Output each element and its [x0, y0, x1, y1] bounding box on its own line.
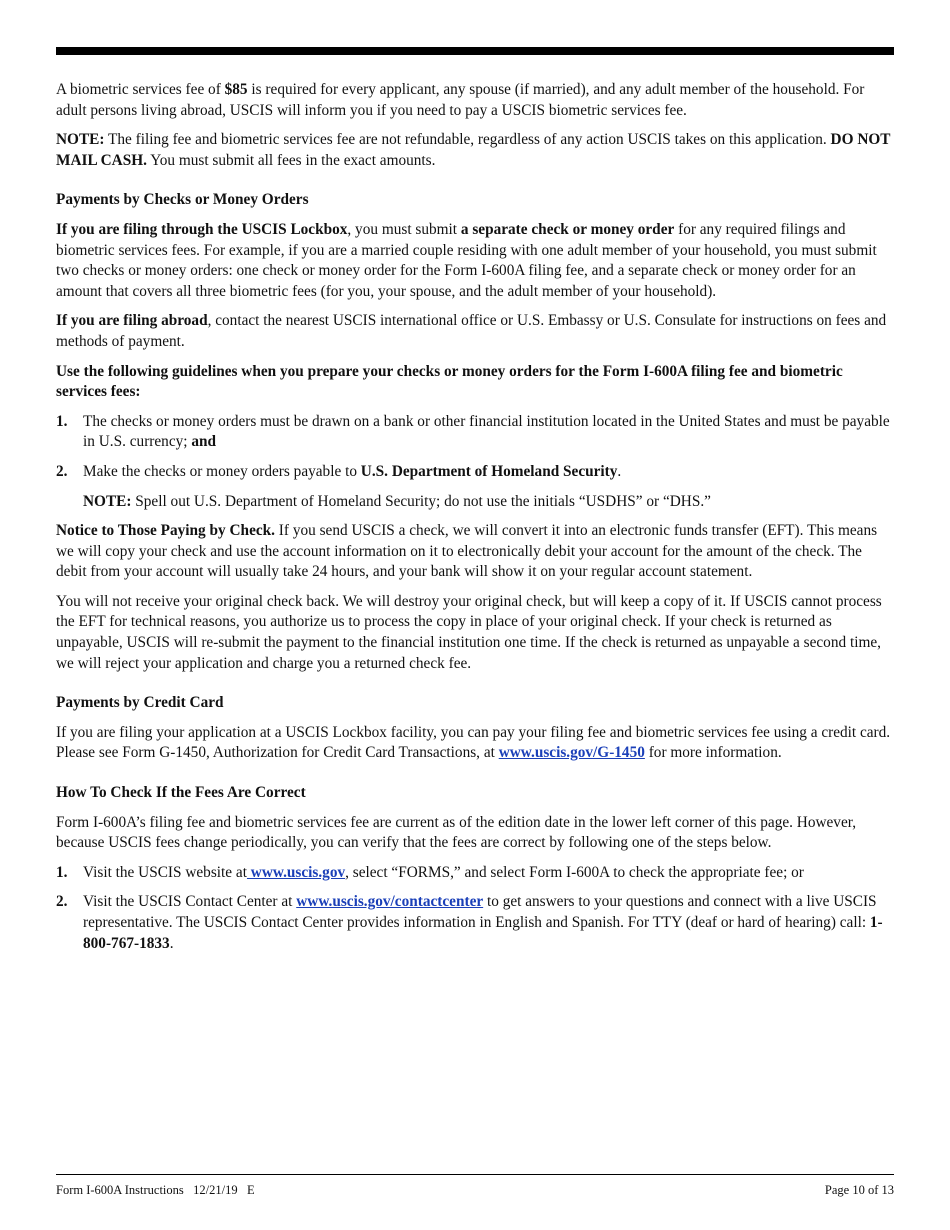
list-number: 2. [56, 893, 68, 911]
tty-phone-number: 1-800-767-1833 [83, 914, 883, 952]
note-paragraph [56, 130, 894, 171]
uscis-website-link[interactable]: www.uscis.gov [246, 863, 346, 881]
note-label: NOTE: [56, 131, 105, 149]
text: If you are filing your application at a USCIS Lockbox facility, you can pay your filing fee and biometric services fee using a credit card. Please see Form G-1450, Authorization for Credit Card Transactions, at [56, 723, 891, 762]
list-number: 1. [56, 412, 68, 430]
text: The filing fee and biometric services fee are not refundable, regardless of any action USCIS takes on this application. [104, 131, 831, 149]
list-item-text [83, 412, 894, 453]
g1450-link[interactable]: www.uscis.gov/G-1450 [498, 744, 645, 762]
text: You must submit all fees in the exact amounts. [146, 151, 436, 169]
filing-abroad-paragraph [56, 311, 894, 352]
bottom-rule [56, 1174, 894, 1175]
note-label: NOTE: [83, 492, 132, 510]
text: for more information. [644, 744, 782, 762]
text-bold: and [191, 433, 216, 451]
contact-center-link[interactable]: www.uscis.gov/contactcenter [296, 893, 484, 911]
text: , select “FORMS,” and select Form I-600A to check the appropriate fee; or [345, 863, 804, 881]
text-bold: If you are filing abroad [56, 312, 208, 330]
text-bold: Use the following guidelines when you prepare your checks or money orders for the Form I-600A filing fee and biometric services fees: [56, 362, 843, 401]
list-number: 2. [56, 462, 68, 480]
list-item-text [83, 863, 894, 884]
text: is required for every applicant, any spouse (if married), and any adult member of the household. For adult persons living abroad, USCIS will inform you if you need to pay a USCIS biometric services fee. [56, 81, 865, 119]
list-item-text [83, 462, 894, 483]
text-bold: a separate check or money order [460, 220, 675, 238]
heading-checks-money-orders: Payments by Checks or Money Orders [56, 191, 309, 209]
text: Make the checks or money orders payable to [83, 462, 361, 480]
text-bold: Notice to Those Paying by Check. [56, 522, 275, 540]
text-bold: If you are filing through the USCIS Lockbox [56, 220, 348, 238]
page-number: Page 10 of 13 [824, 1183, 894, 1197]
heading-credit-card: Payments by Credit Card [56, 694, 224, 712]
credit-card-paragraph [56, 723, 894, 764]
fee-amount: $85 [224, 81, 248, 98]
guidelines-intro [56, 362, 894, 403]
page-footer [56, 1183, 894, 1198]
no-cash-warning: DO NOT MAIL CASH. [56, 131, 891, 169]
heading-check-fees: How To Check If the Fees Are Correct [56, 784, 306, 802]
list-item [56, 892, 894, 954]
text: Visit the USCIS Contact Center at [83, 893, 297, 911]
text: , you must submit [347, 220, 461, 238]
original-check-paragraph: You will not receive your original check back. We will destroy your original check, but will keep a copy of it. If USCIS cannot process the EFT for technical reasons, you authorize us to process the copy in place of your original check. If your check is returned as unpayable, USCIS will re-submit the payment to the financial institution one time. If the check is returned as unpayable a second time, we will reject your application and charge you a returned check fee. [56, 592, 882, 672]
list-item [56, 462, 894, 483]
page-content [56, 80, 894, 963]
fees-current-paragraph: Form I-600A’s filing fee and biometric services fee are current as of the edition date in the lower left corner of this page. However, because USCIS fees change periodically, you can verify that the fees are correct by following one of the steps below. [56, 813, 857, 852]
text: Visit the USCIS website at [83, 863, 247, 881]
text: to get answers to your questions and connect with a live USCIS representative. The USCIS Contact Center provides information in English and Spanish. For TTY (deaf or hard of hearing) call: [83, 893, 877, 931]
dhs-note [83, 492, 894, 513]
text: If you send USCIS a check, we will convert it into an electronic funds transfer (EFT). This means we will copy your check and use the account information on it to electronically debit your account for the amount of the check. The debit from your account will usually take 24 hours, and your bank will show it on your regular account statement. [56, 522, 878, 581]
biometric-fee-paragraph [56, 80, 894, 121]
list-item [56, 412, 894, 453]
text: , contact the nearest USCIS international office or U.S. Embassy or U.S. Consulate for instructions on fees and methods of payment. [56, 312, 887, 350]
payee-name: U.S. Department of Homeland Security [360, 462, 618, 480]
form-edition: Form I-600A Instructions 12/21/19 E [56, 1183, 255, 1197]
text: A biometric services fee of [56, 81, 225, 98]
list-item [56, 863, 894, 884]
check-notice-paragraph [56, 521, 894, 583]
list-item-text [83, 892, 894, 954]
list-number: 1. [56, 863, 68, 881]
top-rule [56, 47, 894, 55]
text: . [169, 934, 174, 952]
text: for any required filings and biometric services fees. For example, if you are a married couple residing with one adult member of your household, you must submit two checks or money orders: one check or money order for the Form I-600A filing fee, and a separate check or money order for an amount that covers all three biometric fees (for you, your spouse, and the adult member of your household). [56, 220, 877, 300]
text: Spell out U.S. Department of Homeland Security; do not use the initials “USDHS” or “DHS.” [131, 492, 711, 510]
text: . [617, 462, 622, 480]
lockbox-paragraph [56, 220, 894, 302]
text: The checks or money orders must be drawn on a bank or other financial institution located in the United States and must be payable in U.S. currency; [83, 412, 890, 451]
